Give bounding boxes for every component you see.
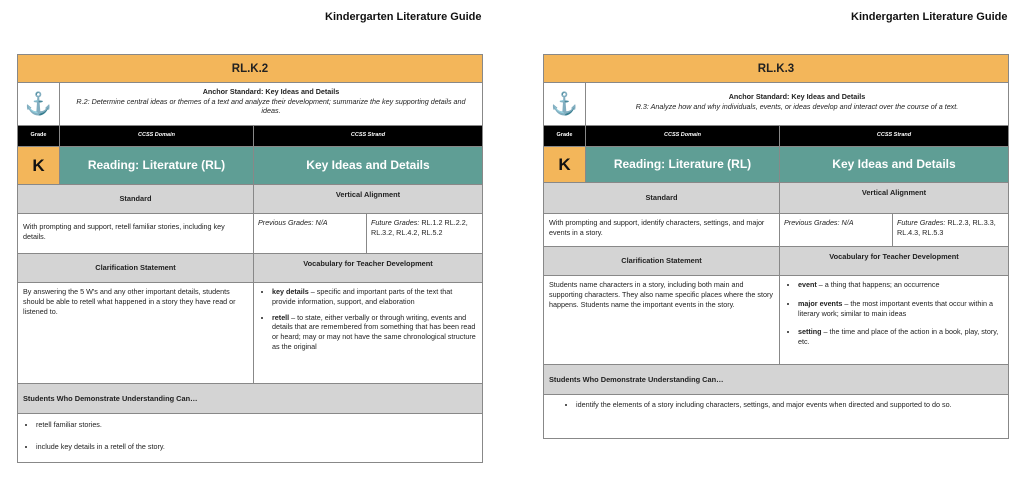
label-grade: Grade	[18, 126, 60, 146]
vocab-item: • event – a thing that happens; an occurrence	[798, 280, 1003, 290]
label-ccss-strand: CCSS Strand	[254, 126, 482, 146]
vocab-item: • retell – to state, either verbally or through writing, events and details that are remembered from something that has been read or heard; may or may not have the same chronological structure as the original	[272, 313, 477, 352]
future-grades: Future Grades: RL.2.3, RL.3.3, RL.4.3, RL.5.3	[897, 218, 996, 237]
anchor-standard-title: Anchor Standard: Key Ideas and Details	[202, 87, 340, 96]
previous-grades: Previous Grades: N/A	[780, 214, 893, 246]
vocabulary-list	[780, 276, 1008, 364]
ccss-strand: Key Ideas and Details	[254, 147, 482, 184]
anchor-standard-title: Anchor Standard: Key Ideas and Details	[728, 92, 866, 101]
clarification-header: Clarification Statement	[18, 254, 254, 282]
clarification-header: Clarification Statement	[544, 247, 780, 275]
students-list	[18, 414, 482, 462]
vertical-alignment-header: Vertical Alignment	[254, 185, 482, 213]
anchor-standard-text: R.2: Determine central ideas or themes of a text and analyze their development; summarize the key supporting details and ideas.	[76, 96, 466, 116]
grade-badge: K	[18, 147, 60, 184]
label-ccss-domain: CCSS Domain	[586, 126, 780, 146]
anchor-standard	[60, 83, 482, 125]
clarification-text: By answering the 5 W's and any other important details, students should be able to retell what happened in a story they have read or listened to.	[18, 283, 254, 383]
students-item: • include key details in a retell of the story.	[36, 442, 477, 452]
anchor-icon: ⚓	[544, 83, 586, 125]
students-header: Students Who Demonstrate Understanding Can…	[544, 365, 1008, 394]
standard-card-rlk2	[17, 54, 483, 463]
ccss-domain: Reading: Literature (RL)	[60, 147, 254, 184]
label-ccss-strand: CCSS Strand	[780, 126, 1008, 146]
previous-grades: Previous Grades: N/A	[254, 214, 367, 253]
students-header: Students Who Demonstrate Understanding Can…	[18, 384, 482, 413]
standard-header: Standard	[544, 183, 780, 213]
students-item: • identify the elements of a story including characters, settings, and major events when directed and supported to do so.	[576, 400, 998, 410]
grade-badge: K	[544, 147, 586, 182]
clarification-text: Students name characters in a story, including both main and supporting characters. They also name specific places where the story happens. Students name the important events in the story.	[544, 276, 780, 364]
page-title-left: Kindergarten Literature Guide	[325, 11, 482, 23]
vocabulary-list	[254, 283, 482, 383]
standard-code: RL.K.2	[18, 55, 482, 82]
label-ccss-domain: CCSS Domain	[60, 126, 254, 146]
standard-code: RL.K.3	[544, 55, 1008, 82]
standard-card-rlk3	[543, 54, 1009, 439]
vocab-item: • setting – the time and place of the action in a book, play, story, etc.	[798, 327, 1003, 347]
vocabulary-header: Vocabulary for Teacher Development	[254, 254, 482, 282]
future-grades: Future Grades: RL.1.2 RL.2.2, RL.3.2, RL.4.2, RL.5.2	[371, 218, 468, 237]
standard-text: With prompting and support, retell familiar stories, including key details.	[18, 214, 254, 253]
anchor-icon: ⚓	[18, 83, 60, 125]
standard-text: With prompting and support, identify characters, settings, and major events in a story.	[544, 214, 780, 246]
students-list	[544, 395, 1008, 420]
vocabulary-header: Vocabulary for Teacher Development	[780, 247, 1008, 275]
vocab-item: • major events – the most important events that occur within a literary work; similar to main ideas	[798, 299, 1003, 319]
anchor-standard-text: R.3: Analyze how and why individuals, events, or ideas develop and interact over the course of a text.	[635, 101, 959, 111]
ccss-strand: Key Ideas and Details	[780, 147, 1008, 182]
standard-header: Standard	[18, 185, 254, 213]
label-grade: Grade	[544, 126, 586, 146]
anchor-standard	[586, 83, 1008, 125]
page-title-right: Kindergarten Literature Guide	[851, 11, 1008, 23]
vertical-alignment-header: Vertical Alignment	[780, 183, 1008, 213]
ccss-domain: Reading: Literature (RL)	[586, 147, 780, 182]
students-item: • retell familiar stories.	[36, 420, 477, 430]
vocab-item: • key details – specific and important parts of the text that provide information, support, and elaboration	[272, 287, 477, 307]
